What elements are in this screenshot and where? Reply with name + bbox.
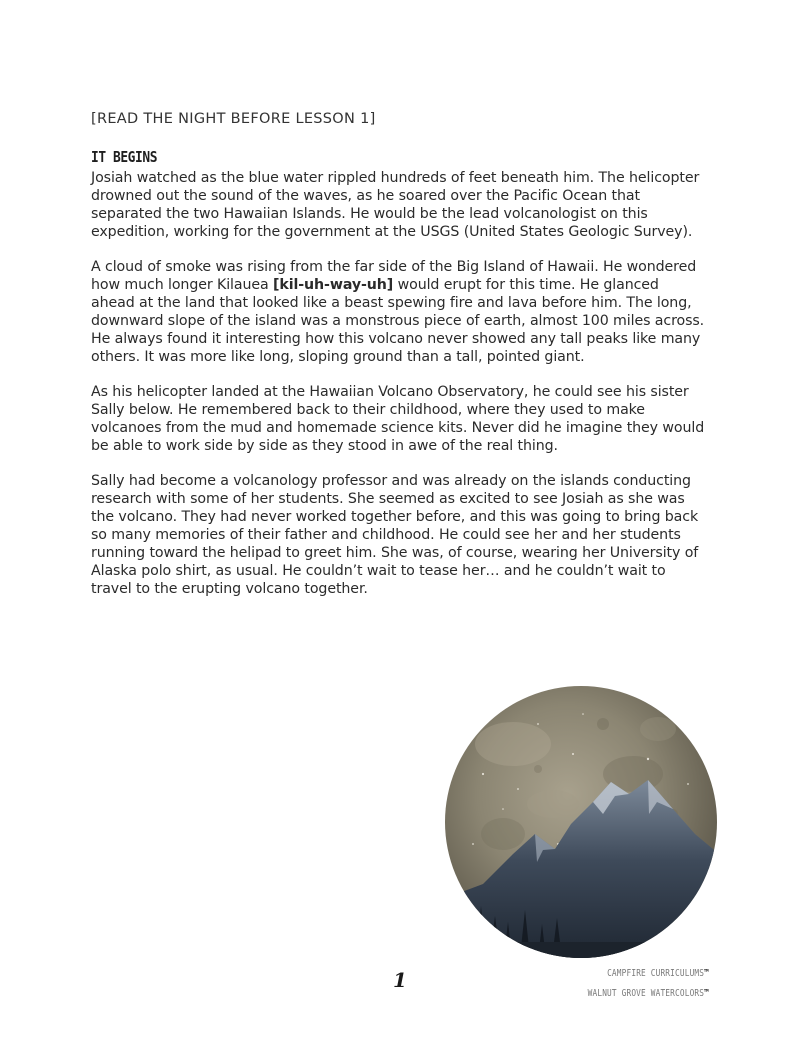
footer-line-walnut (588, 984, 709, 1004)
page-number: 1 (393, 968, 407, 992)
story-paragraph-1: Josiah watched as the blue water rippled hundreds of feet beneath him. The helicopter drowned out the sound of the waves, as he soared over the Pacific Ocean that separated the two Hawaiian Islands. He would be the lead volcanologist on this expedition, working for the government at the USGS (United States Geologic Survey). (91, 170, 700, 240)
moon-mountain-illustration (443, 684, 719, 960)
footer-credits (588, 964, 709, 1004)
chapter-title: IT BEGINS (91, 148, 158, 166)
story-paragraph-3: As his helicopter landed at the Hawaiian Volcano Observatory, he could see his sister Sally below. He remembered back to their childhood, where they used to make volcanoes from the mud and homemade science kits. Never did he imagine they would be able to work side by side as they stood in awe of the real thing. (91, 384, 705, 454)
moon-illustration-svg (443, 684, 719, 960)
paragraph-2-text-start: A cloud of smoke was rising from the far side of the Big Island of Hawaii. He wondered how much longer Kilauea (91, 259, 697, 293)
trademark-symbol: ™ (704, 968, 709, 979)
story-body (91, 169, 706, 615)
paragraph-2-text-end: would erupt for this time. He glanced ahead at the land that looked like a beast spewing fire and lava before him. The long, downward slope of the island was a monstrous piece of earth, almost 100 miles across. He always found it interesting how this volcano never showed any tall peaks like many others. It was more like long, sloping ground than a tall, pointed giant. (91, 277, 705, 365)
footer-line-campfire (588, 964, 709, 984)
story-paragraph-4: Sally had become a volcanology professor and was already on the islands conducting research with some of her students. She seemed as excited to see Josiah as she was the volcano. They had never worked together before, and this was going to bring back so many memories of their father and childhood. He could see her and her students running toward the helipad to greet him. She was, of course, wearing her University of Alaska polo shirt, as usual. He couldn’t wait to tease her… and he couldn’t wait to travel to the erupting volcano together. (91, 473, 699, 597)
story-paragraph-2 (91, 258, 706, 366)
trademark-symbol: ™ (704, 988, 709, 999)
read-instruction: [READ THE NIGHT BEFORE LESSON 1] (91, 111, 376, 127)
walnut-grove-label: WALNUT GROVE WATERCOLORS (587, 988, 705, 999)
pronunciation-guide: [kil-uh-way-uh] (273, 277, 394, 293)
campfire-curriculums-label: CAMPFIRE CURRICULUMS (607, 968, 705, 979)
